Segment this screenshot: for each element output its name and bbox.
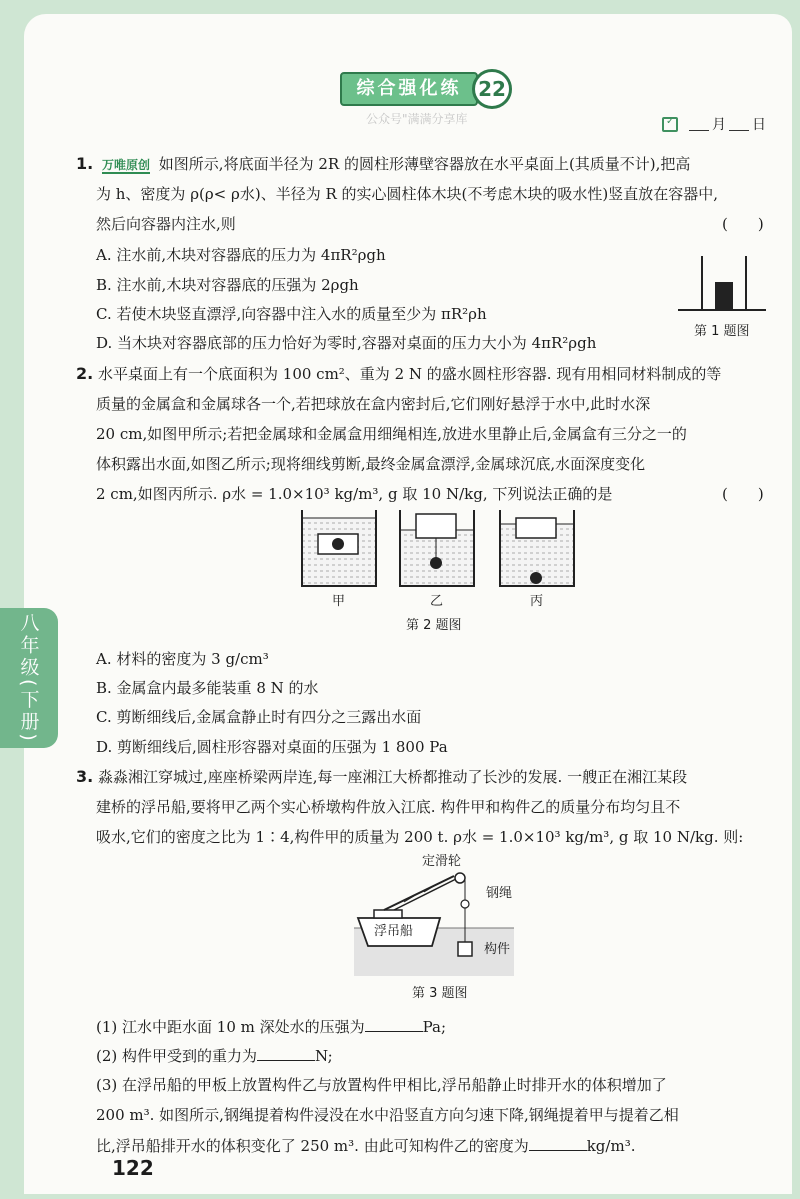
q3-text-3: 吸水,它们的密度之比为 1∶4,构件甲的质量为 200 t. ρ水 = 1.0×10³ kg/m³, g 取 10 N/kg. 则: [96, 828, 744, 846]
q3-sub-3-line-1: (3) 在浮吊船的甲板上放置构件乙与放置构件甲相比,浮吊船静止时排开水的体积增加了 [96, 1076, 667, 1094]
q3-sub-1-text: (1) 江水中距水面 10 m 深处水的压强为 [96, 1018, 365, 1036]
q1-text-2: 为 h、密度为 ρ(ρ< ρ水)、半径为 R 的实心圆柱体木块(不考虑木块的吸水性)竖直放在容器中, [96, 185, 718, 203]
q1-option-b: B. 注水前,木块对容器底的压强为 2ρgh [96, 276, 359, 294]
q2-text-2: 质量的金属盒和金属球各一个,若把球放在盒内密封后,它们刚好悬浮于水中,此时水深 [96, 395, 651, 413]
q2-answer-paren: ( ) [722, 485, 764, 503]
q2-option-a: A. 材料的密度为 3 g/cm³ [96, 650, 269, 668]
q3-sub-3-line-2: 200 m³. 如图所示,钢绳提着构件浸没在水中沿竖直方向匀速下降,钢绳提着甲与提着乙相 [96, 1106, 679, 1124]
section-number: 22 [472, 69, 512, 109]
q3-label-rope: 钢绳 [486, 886, 513, 901]
q2-figure [296, 508, 580, 588]
q3-caption: 第 3 题图 [412, 986, 468, 1001]
q2-text-1: 水平桌面上有一个底面积为 100 cm²、重为 2 N 的盛水圆柱形容器. 现有用相同材料制成的等 [98, 365, 722, 383]
section-header [340, 72, 512, 106]
q3-sub-2-text: (2) 构件甲受到的重力为 [96, 1047, 258, 1065]
q3-label-pulley: 定滑轮 [422, 854, 462, 869]
section-title: 综合强化练 [340, 72, 478, 106]
q3-sub-1 [96, 1016, 446, 1037]
month-label: 月 [712, 117, 726, 133]
q3-line-1 [76, 767, 687, 787]
q2-label-jia: 甲 [332, 594, 346, 609]
month-blank [689, 117, 709, 131]
q2-text-4: 体积露出水面,如图乙所示;现将细线剪断,最终金属盒漂浮,金属球沉底,水面深度变化 [96, 455, 646, 473]
q3-label-part: 构件 [484, 942, 511, 957]
day-label: 日 [752, 117, 766, 133]
q2-caption: 第 2 题图 [406, 618, 462, 633]
q3-sub-3-blank[interactable] [529, 1135, 587, 1151]
calendar-icon [662, 117, 678, 132]
q2-line-1 [76, 364, 721, 384]
q2-option-c: C. 剪断细线后,金属盒静止时有四分之三露出水面 [96, 708, 422, 726]
q3-sub-1-blank[interactable] [365, 1016, 423, 1032]
q1-figure [672, 252, 772, 314]
q1-text-3: 然后向容器内注水,则 [96, 215, 236, 233]
q3-sub-3-line-3 [96, 1135, 635, 1156]
q3-text-2: 建桥的浮吊船,要将甲乙两个实心桥墩构件放入江底. 构件甲和构件乙的质量分布均匀且不 [96, 798, 681, 816]
q3-sub-3-unit: kg/m³. [586, 1137, 636, 1155]
q1-line-1 [76, 154, 690, 174]
q2-label-bing: 丙 [530, 594, 544, 609]
date-line [662, 114, 766, 134]
q3-text-1: 淼淼湘江穿城过,座座桥梁两岸连,每一座湘江大桥都推动了长沙的发展. 一艘正在湘江某段 [98, 768, 688, 786]
q1-option-c: C. 若使木块竖直漂浮,向容器中注入水的质量至少为 πR²ρh [96, 305, 487, 323]
q1-badge: 万唯原创 [102, 158, 151, 172]
q2-text-5: 2 cm,如图丙所示. ρ水 = 1.0×10³ kg/m³, g 取 10 N/kg, 下列说法正确的是 [96, 485, 613, 503]
day-blank [729, 117, 749, 131]
q2-number: 2. [76, 364, 94, 383]
q2-option-d: D. 剪断细线后,圆柱形容器对桌面的压强为 1 800 Pa [96, 738, 448, 756]
q1-answer-paren: ( ) [722, 215, 764, 233]
q2-label-yi: 乙 [430, 594, 444, 609]
watermark-text: 公众号"满满分享库 [366, 112, 468, 126]
q1-option-d: D. 当木块对容器底部的压力恰好为零时,容器对桌面的压力大小为 4πR²ρgh [96, 334, 597, 352]
q3-sub-2-unit: N; [315, 1047, 333, 1065]
q1-number: 1. [76, 154, 94, 173]
q2-option-b: B. 金属盒内最多能装重 8 N 的水 [96, 679, 319, 697]
page-number: 122 [112, 1156, 154, 1180]
grade-side-tab: 八年级(下册) [0, 608, 58, 748]
q2-container-jia [302, 510, 376, 586]
q3-sub-2 [96, 1045, 333, 1066]
q2-container-bing [500, 510, 574, 586]
q1-text-1: 如图所示,将底面半径为 2R 的圆柱形薄壁容器放在水平桌面上(其质量不计),把高 [158, 155, 691, 173]
q3-number: 3. [76, 767, 94, 786]
q2-text-3: 20 cm,如图甲所示;若把金属球和金属盒用细绳相连,放进水里静止后,金属盒有三分之一的 [96, 425, 687, 443]
q3-sub-3-text: 比,浮吊船排开水的体积变化了 250 m³. 由此可知构件乙的密度为 [96, 1137, 529, 1155]
q3-sub-2-blank[interactable] [257, 1045, 315, 1061]
q2-container-yi [400, 510, 474, 586]
q3-sub-1-unit: Pa; [422, 1018, 447, 1036]
q1-option-a: A. 注水前,木块对容器底的压力为 4πR²ρgh [96, 246, 386, 264]
q3-label-ship: 浮吊船 [374, 924, 414, 939]
q1-caption: 第 1 题图 [694, 324, 750, 339]
